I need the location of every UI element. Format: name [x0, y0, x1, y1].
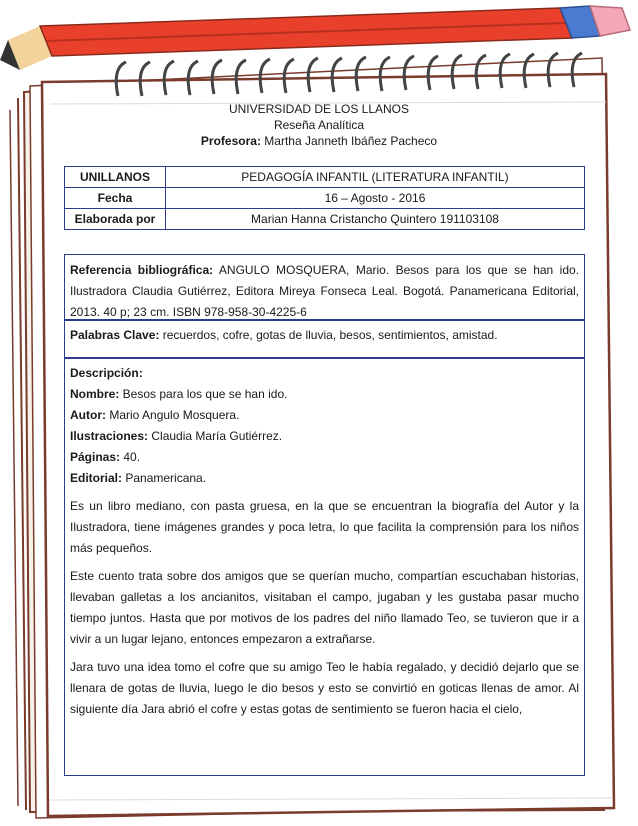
table-row: [65, 167, 585, 188]
table-row: [65, 209, 585, 230]
description-title: Descripción:: [70, 366, 143, 380]
description-box: [64, 358, 585, 776]
keywords-text: recuerdos, cofre, gotas de lluvia, besos, sentimientos, amistad.: [159, 328, 498, 342]
autor-value: Mario Angulo Mosquera.: [106, 408, 240, 422]
info-table: [64, 166, 585, 230]
paginas-label: Páginas:: [70, 450, 121, 464]
ilustraciones-value: Claudia María Gutiérrez.: [148, 429, 283, 443]
field-editorial: [70, 468, 579, 489]
table-key: Fecha: [65, 188, 166, 209]
description-paragraph-1: Es un libro mediano, con pasta gruesa, en la que se encuentran la biografía del Autor y la Ilustradora, tiene imágenes grandes y poca letra, lo que facilita la comprensión para los niños más pequeños.: [70, 499, 579, 555]
nombre-label: Nombre:: [70, 387, 120, 401]
keywords-label: Palabras Clave:: [70, 328, 160, 342]
professor-line: [0, 134, 638, 148]
table-row: [65, 188, 585, 209]
editorial-value: Panamericana.: [122, 471, 207, 485]
field-nombre: [70, 384, 579, 405]
field-paginas: [70, 447, 579, 468]
reference-label: Referencia bibliográfica:: [70, 263, 214, 277]
review-subtitle: Reseña Analítica: [273, 118, 365, 132]
professor-label: Profesora:: [200, 134, 261, 148]
field-ilustraciones: [70, 426, 579, 447]
keywords-box: [64, 320, 585, 358]
ilustraciones-label: Ilustraciones:: [70, 429, 149, 443]
reference-box: [64, 254, 585, 320]
autor-label: Autor:: [70, 408, 106, 422]
university-title: UNIVERSIDAD DE LOS LLANOS: [228, 102, 410, 116]
table-key: Elaborada por: [65, 209, 166, 230]
paginas-value: 40.: [120, 450, 141, 464]
nombre-value: Besos para los que se han ido.: [119, 387, 288, 401]
description-paragraph-2: Este cuento trata sobre dos amigos que se querían mucho, compartían escuchaban historias, llevaban galletas a los ancianitos, visitaban el campo, jugaban y les gustaba pasar mucho tiempo juntos. Hasta que por motivos de los padres del niño llamado Teo, se tuvieron que ir a vivir a un lugar lejano, entonces empezaron a extrañarse.: [70, 569, 579, 646]
table-value: 16 – Agosto - 2016: [166, 188, 585, 209]
table-value: PEDAGOGÍA INFANTIL (LITERATURA INFANTIL): [166, 167, 585, 188]
description-paragraph-3: Jara tuvo una idea tomo el cofre que su amigo Teo le había regalado, y decidió dejarlo que se llenara de gotas de lluvia, luego le dio besos y esto se convirtió en goticas llenas de amor. Al siguiente día Jara abrió el cofre y estas gotas de sentimiento se fueron hacia el cielo,: [70, 660, 579, 716]
table-key: UNILLANOS: [65, 167, 166, 188]
table-value: Marian Hanna Cristancho Quintero 191103108: [166, 209, 585, 230]
field-autor: [70, 405, 579, 426]
reference-text: ANGULO MOSQUERA, Mario. Besos para los que se han ido. Ilustradora Claudia Gutiérrez, Editora Mireya Fonseca Leal. Bogotá. Panamericana Editorial, 2013. 40 p; 23 cm. ISBN 978-958-30-4225-6: [70, 263, 580, 319]
editorial-label: Editorial:: [70, 471, 123, 485]
professor-name: Martha Janneth Ibáñez Pacheco: [260, 134, 438, 148]
